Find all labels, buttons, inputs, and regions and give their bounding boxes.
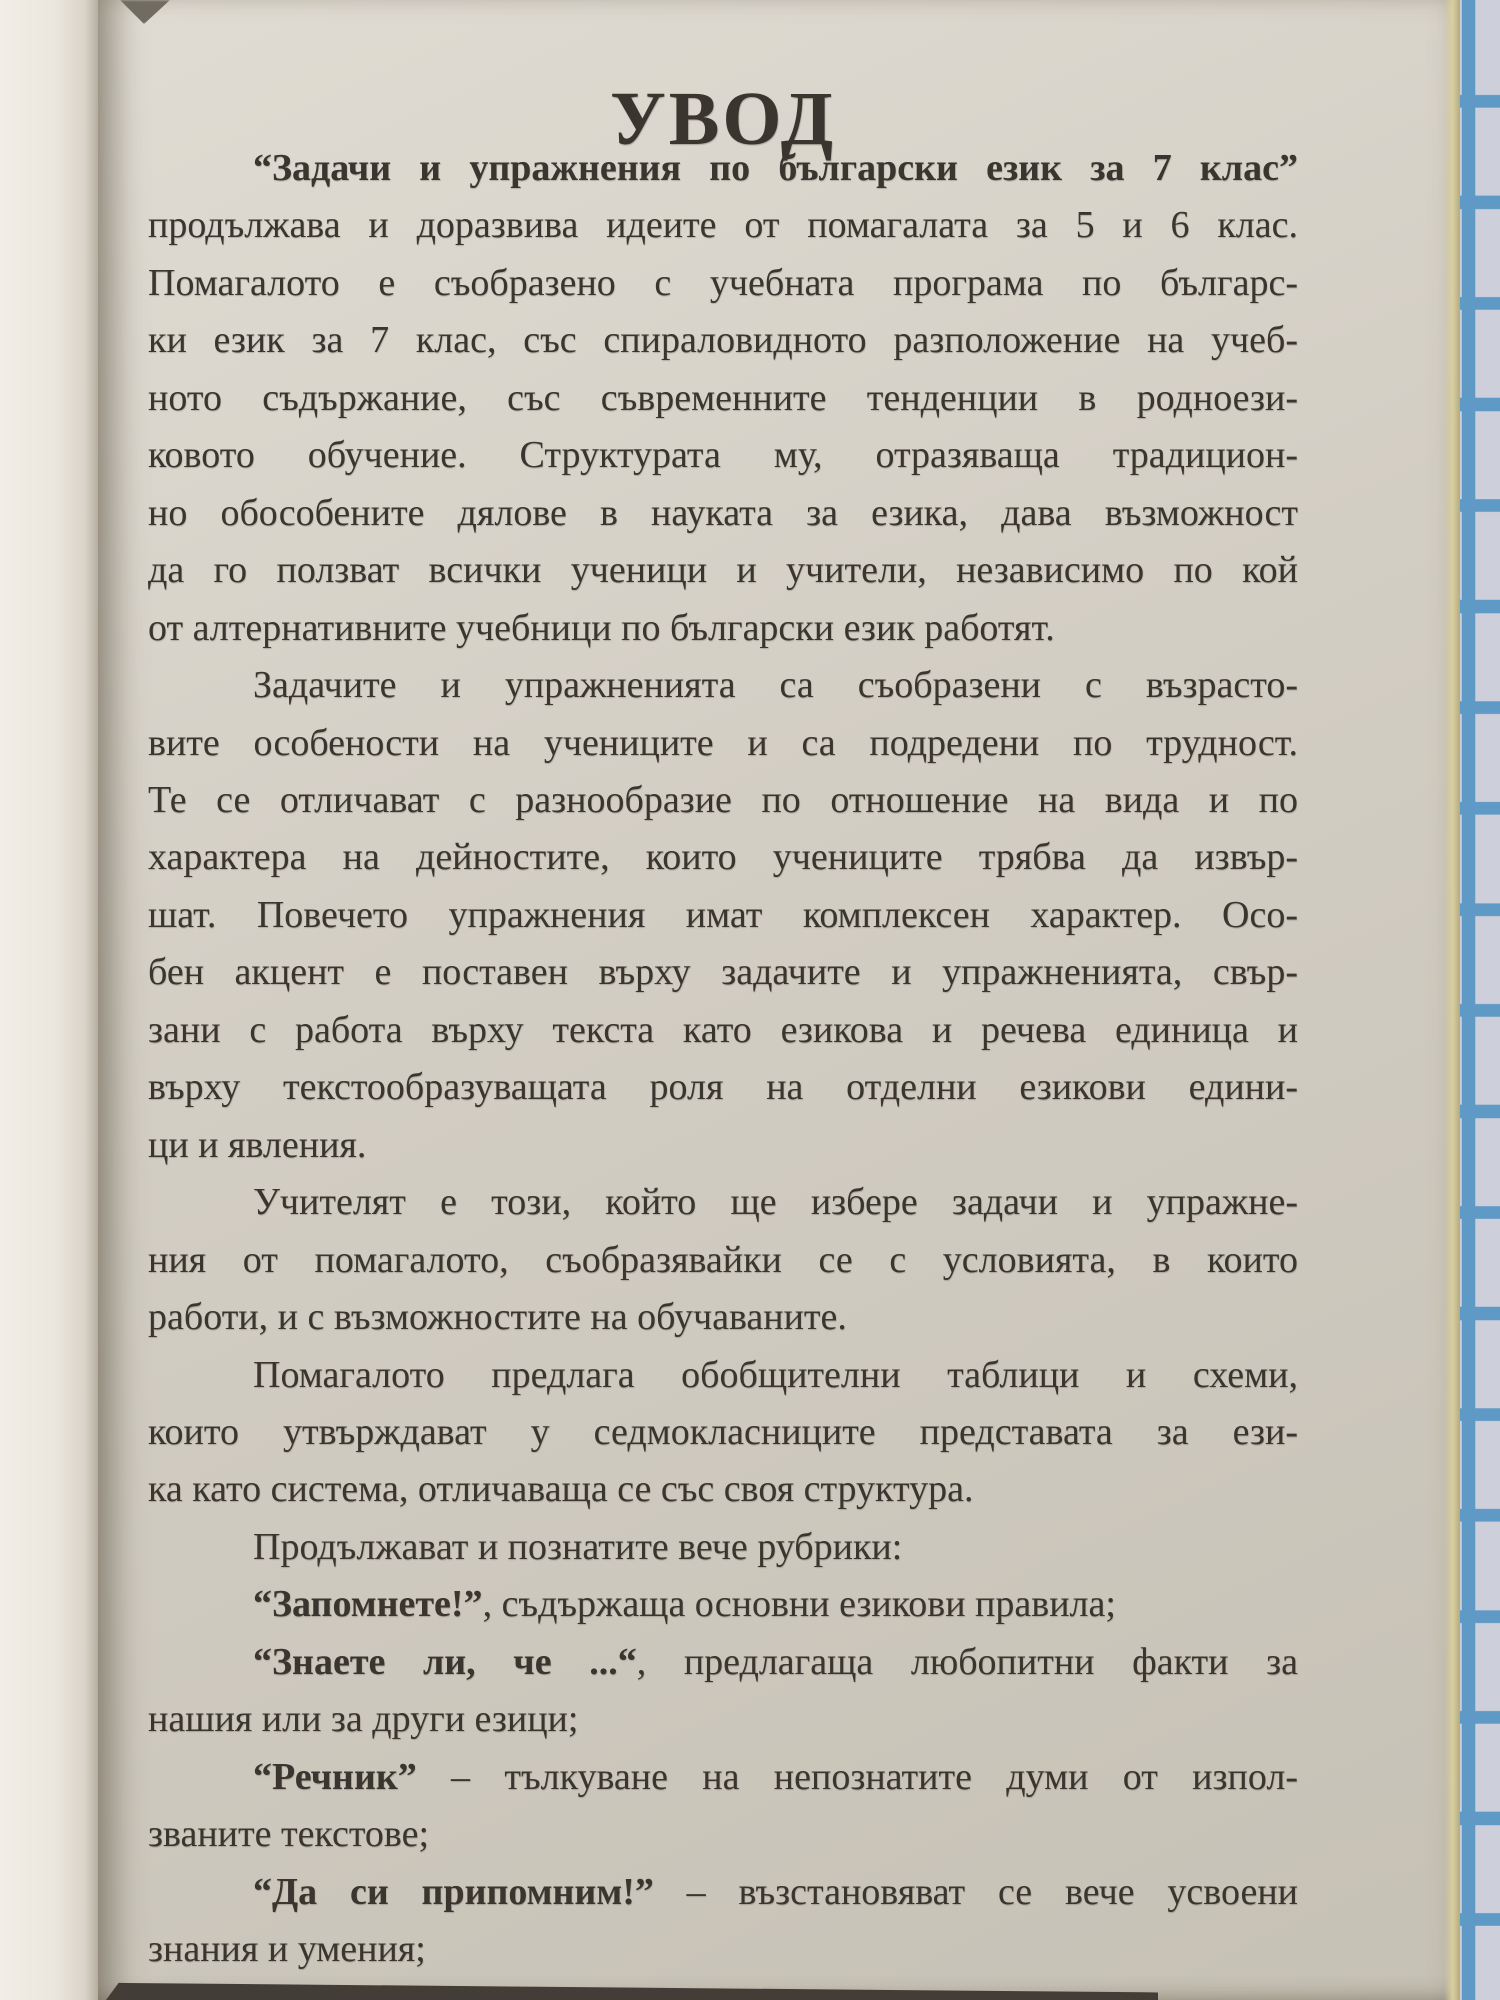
book-page bbox=[98, 0, 1460, 2000]
text-line bbox=[148, 772, 1298, 829]
text-line bbox=[148, 1002, 1298, 1059]
text-segment: Помагалото предлага обобщителни таблици и схеми, bbox=[253, 1353, 1298, 1396]
text-segment: ния от помагалото, съобразявайки се с условията, в които bbox=[148, 1238, 1298, 1281]
text-segment: Помагалото е съобразено с учебната програма по българс- bbox=[148, 261, 1298, 304]
text-segment: характера на дейностите, които учениците трябва да извър- bbox=[148, 836, 1298, 879]
text-segment: – възстановяват се вече усвоени bbox=[653, 1870, 1298, 1913]
text-segment: вите особености на учениците и са подредени по трудност. bbox=[148, 721, 1298, 764]
text-segment: да го ползват всички ученици и учители, независимо по кой bbox=[148, 549, 1298, 592]
text-line bbox=[148, 312, 1298, 369]
text-line bbox=[148, 1749, 1298, 1806]
text-line bbox=[148, 1461, 1298, 1518]
text-line bbox=[148, 600, 1298, 657]
text-segment: нашия или за други езици; bbox=[148, 1698, 579, 1741]
text-segment: шат. Повечето упражнения имат комплексен характер. Осо- bbox=[148, 893, 1298, 936]
text-line bbox=[148, 1921, 1298, 1978]
page-right-edge bbox=[1444, 0, 1460, 2000]
text-line bbox=[148, 197, 1298, 254]
text-line bbox=[148, 542, 1298, 599]
text-line bbox=[148, 1289, 1298, 1346]
text-line bbox=[148, 1806, 1298, 1863]
text-segment: званите текстове; bbox=[148, 1813, 430, 1856]
text-line bbox=[148, 1232, 1298, 1289]
text-line bbox=[148, 887, 1298, 944]
text-line bbox=[148, 427, 1298, 484]
text-segment: но обособените дялове в науката за езика, дава възможност bbox=[148, 491, 1298, 534]
text-line bbox=[148, 715, 1298, 772]
text-segment: които утвърждават у седмокласниците представата за ези- bbox=[148, 1410, 1298, 1453]
text-line bbox=[148, 1404, 1298, 1461]
text-segment: ка като система, отличаваща се със своя структура. bbox=[148, 1468, 974, 1511]
text-segment: Задачите и упражненията са съобразени с възрасто- bbox=[253, 664, 1298, 707]
text-line bbox=[148, 944, 1298, 1001]
text-segment: ци и явления. bbox=[148, 1123, 367, 1166]
bold-text-segment: “Задачи и упражнения по български език за 7 клас” bbox=[253, 147, 1298, 189]
page-bottom-shadow bbox=[106, 1982, 1158, 2000]
text-line bbox=[148, 1347, 1298, 1404]
text-segment: върху текстообразуващата роля на отделни езикови едини- bbox=[148, 1066, 1298, 1109]
text-segment: ки език за 7 клас, със спираловидното разположение на учеб- bbox=[148, 319, 1298, 362]
text-line bbox=[148, 1519, 1298, 1576]
text-segment: ковото обучение. Структурата му, отразяваща традицион- bbox=[148, 434, 1298, 477]
text-segment: – тълкуване на непознатите думи от изпол- bbox=[416, 1755, 1298, 1798]
page-title: УВОД bbox=[609, 76, 837, 161]
page-corner-shadow bbox=[120, 0, 170, 24]
text-segment: Учителят е този, който ще избере задачи и упражне- bbox=[253, 1181, 1298, 1224]
bold-text-segment: “Да си припомним!” bbox=[253, 1870, 654, 1913]
bold-text-segment: “Знаете ли, че ...“ bbox=[253, 1640, 637, 1683]
text-line bbox=[148, 1691, 1298, 1748]
text-line bbox=[148, 1576, 1298, 1633]
text-segment: ното съдържание, със съвременните тенденции в родноези- bbox=[148, 376, 1298, 419]
text-line bbox=[148, 370, 1298, 427]
text-segment: бен акцент е поставен върху задачите и упражненията, свър- bbox=[148, 951, 1298, 994]
text-segment: Продължават и познатите вече рубрики: bbox=[253, 1525, 903, 1568]
page-text-column bbox=[148, 140, 1298, 1979]
text-segment: Те се отличават с разнообразие по отношение на вида и по bbox=[148, 778, 1298, 821]
text-segment: знания и умения; bbox=[148, 1928, 426, 1971]
text-line bbox=[148, 1117, 1298, 1174]
bold-text-segment: “Запомнете!” bbox=[253, 1583, 483, 1626]
text-line bbox=[148, 1059, 1298, 1116]
text-segment: , предлагаща любопитни факти за bbox=[636, 1640, 1298, 1683]
text-segment: продължава и доразвива идеите от помагалата за 5 и 6 клас. bbox=[148, 204, 1298, 247]
text-line bbox=[148, 255, 1298, 312]
text-segment: от алтернативните учебници по български език работят. bbox=[148, 606, 1055, 649]
text-segment: , съдържаща основни езикови правила; bbox=[482, 1583, 1116, 1626]
text-line bbox=[148, 657, 1298, 714]
text-line bbox=[148, 1174, 1298, 1231]
text-line bbox=[148, 829, 1298, 886]
adjacent-page-edge bbox=[0, 0, 100, 2000]
text-line bbox=[148, 140, 1298, 197]
text-line bbox=[148, 1634, 1298, 1691]
text-line bbox=[148, 1864, 1298, 1921]
text-line bbox=[148, 485, 1298, 542]
bold-text-segment: “Речник” bbox=[253, 1755, 417, 1798]
text-segment: зани с работа върху текста като езикова и речева единица и bbox=[148, 1008, 1298, 1051]
text-segment: работи, и с възможностите на обучаваните. bbox=[148, 1296, 847, 1339]
